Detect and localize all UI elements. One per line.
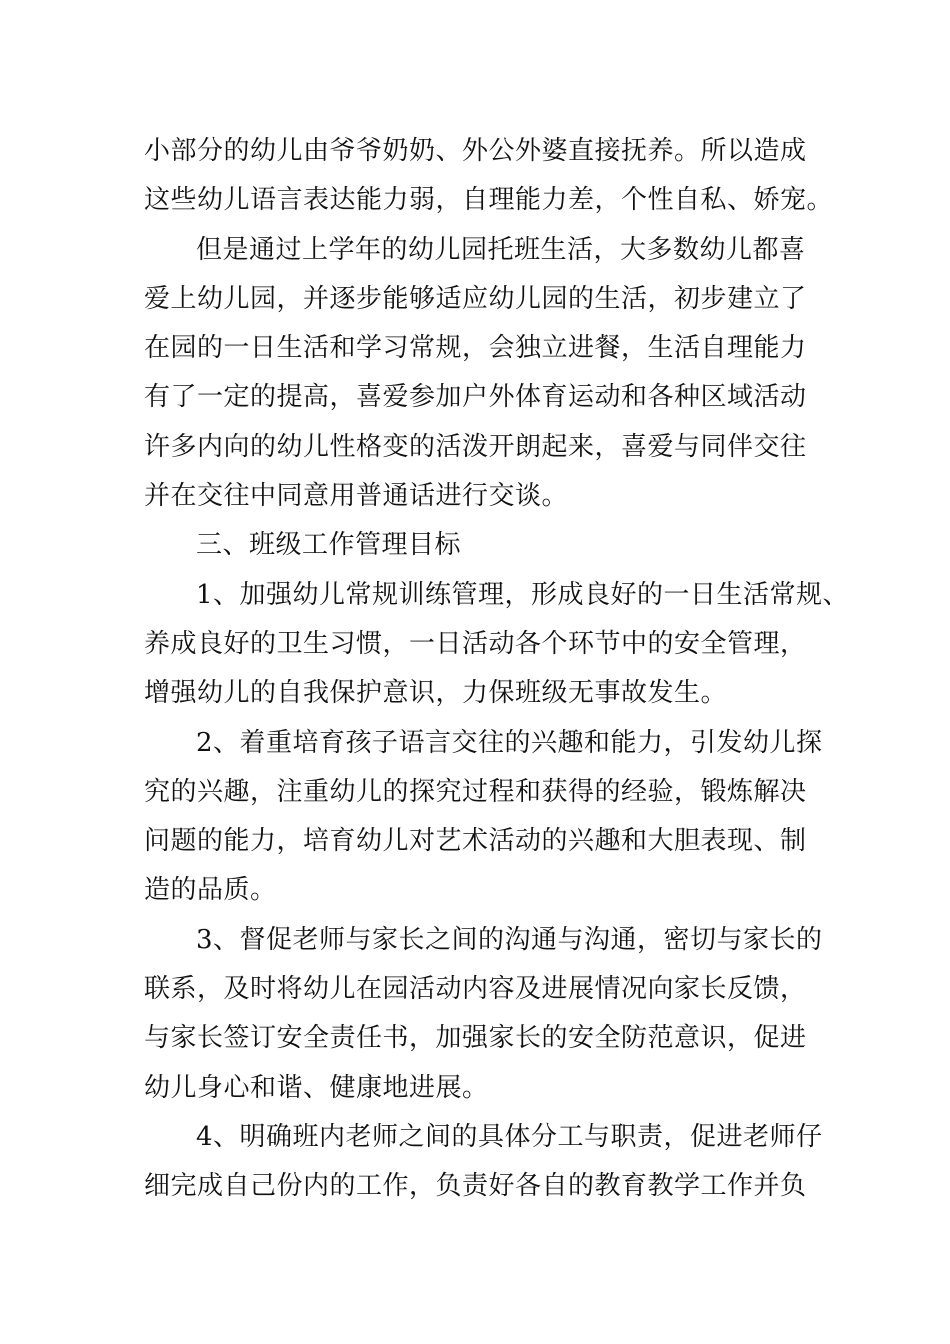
text-line: 究的兴趣，注重幼儿的探究过程和获得的经验，锻炼解决: [144, 776, 807, 807]
text-line: 并在交往中同意用普通话进行交谈。: [144, 481, 569, 512]
text-line: 小部分的幼儿由爷爷奶奶、外公外婆直接抚养。所以造成: [144, 136, 807, 166]
text-line: 有了一定的提高，喜爱参加户外体育运动和各种区域活动: [144, 382, 807, 413]
text-line: 养成良好的卫生习惯，一日活动各个环节中的安全管理，: [144, 628, 807, 659]
text-line: 3、督促老师与家长之间的沟通与沟通，密切与家长的: [196, 924, 823, 955]
text-line: 造的品质。: [144, 875, 277, 906]
text-line: 细完成自己份内的工作，负责好各自的教育教学工作并负: [144, 1171, 807, 1202]
document-body: [144, 127, 850, 1212]
text-line: 但是通过上学年的幼儿园托班生活，大多数幼儿都喜: [196, 234, 806, 265]
section-heading: 三、班级工作管理目标: [196, 530, 462, 561]
text-line: 许多内向的幼儿性格变的活泼开朗起来，喜爱与同伴交往: [144, 431, 807, 462]
text-line: 联系，及时将幼儿在园活动内容及进展情况向家长反馈，: [144, 974, 807, 1005]
text-line: 2、着重培育孩子语言交往的兴趣和能力，引发幼儿探: [196, 727, 823, 758]
text-line: 爱上幼儿园，并逐步能够适应幼儿园的生活，初步建立了: [144, 283, 807, 314]
text-line: 与家长签订安全责任书，加强家长的安全防范意识，促进: [144, 1023, 807, 1054]
text-line: 增强幼儿的自我保护意识，力保班级无事故发生。: [144, 678, 728, 709]
text-line: 这些幼儿语言表达能力弱，自理能力差，个性自私、娇宠。: [144, 185, 834, 216]
text-line: 4、明确班内老师之间的具体分工与职责，促进老师仔: [196, 1121, 823, 1152]
text-line: 幼儿身心和谐、健康地进展。: [144, 1072, 489, 1103]
text-line: 问题的能力，培育幼儿对艺术活动的兴趣和大胆表现、制: [144, 826, 807, 857]
text-line: 1、加强幼儿常规训练管理，形成良好的一日生活常规、: [196, 579, 850, 610]
text-line: 在园的一日生活和学习常规，会独立进餐，生活自理能力: [144, 333, 807, 364]
